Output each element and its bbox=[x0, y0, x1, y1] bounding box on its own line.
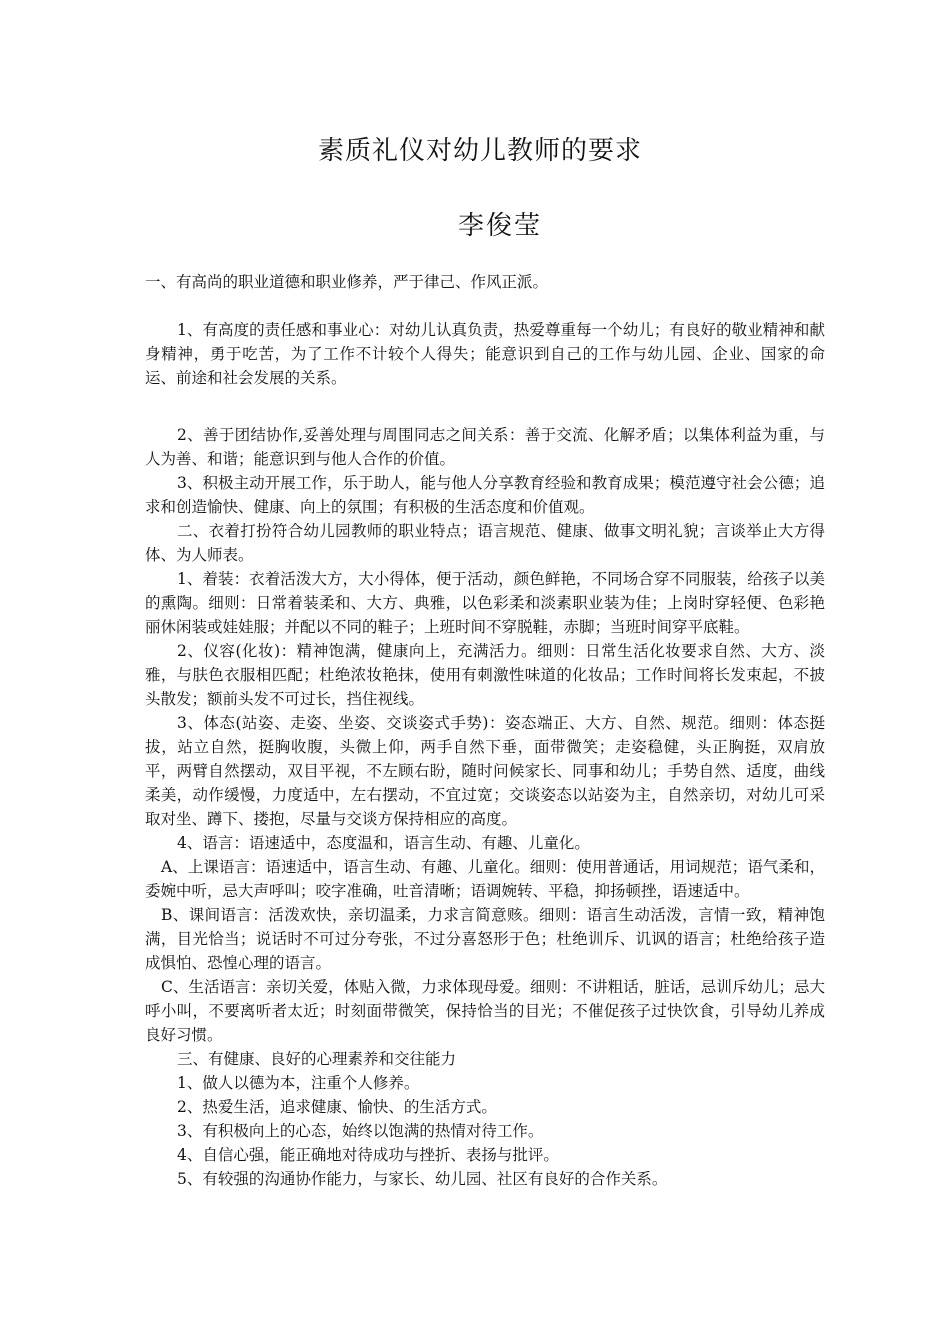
paragraph: 1、有高度的责任感和事业心：对幼儿认真负责，热爱尊重每一个幼儿；有良好的敬业精神和献身精神，勇于吃苦，为了工作不计较个人得失；能意识到自己的工作与幼儿园、企业、国家的命运、前途和社会发展的关系。 bbox=[145, 321, 825, 387]
list-item: 2、热爱生活，追求健康、愉快、的生活方式。 bbox=[177, 1098, 497, 1116]
paragraph: 2、善于团结协作,妥善处理与周围同志之间关系：善于交流、化解矛盾；以集体利益为重，与人为善、和谐；能意识到与他人合作的价值。 bbox=[145, 426, 825, 468]
paragraph: A、上课语言：语速适中，语言生动、有趣、儿童化。细则：使用普通话，用词规范；语气柔和，委婉中听，忌大声呼叫；咬字准确，吐音清晰；语调婉转、平稳，抑扬顿挫，语速适中。 bbox=[145, 858, 825, 900]
document-title: 素质礼仪对幼儿教师的要求 bbox=[317, 136, 642, 166]
paragraph: C、生活语言：亲切关爱，体贴入微，力求体现母爱。细则：不讲粗话，脏话，忌训斥幼儿；忌大呼小叫，不要离听者太近；时刻面带微笑，保持恰当的目光；不催促孩子过快饮食，引导幼儿养成良好习惯。 bbox=[145, 978, 825, 1044]
paragraph: 3、积极主动开展工作，乐于助人，能与他人分享教育经验和教育成果；模范遵守社会公德；追求和创造愉快、健康、向上的氛围；有积极的生活态度和价值观。 bbox=[145, 474, 825, 516]
section-heading-2: 二、衣着打扮符合幼儿园教师的职业特点；语言规范、健康、做事文明礼貌；言谈举止大方得体、为人师表。 bbox=[145, 522, 825, 564]
paragraph: B、课间语言：活泼欢快，亲切温柔，力求言简意赅。细则：语言生动活泼，言情一致，精神饱满，目光恰当；说话时不可过分夸张，不过分喜怒形于色；杜绝训斥、讥讽的语言；杜绝给孩子造成惧怕、恐惶心理的语言。 bbox=[145, 906, 825, 972]
paragraph: 3、体态(站姿、走姿、坐姿、交谈姿式手势)：姿态端正、大方、自然、规范。细则：体态挺拔，站立自然，挺胸收腹，头微上仰，两手自然下垂，面带微笑；走姿稳健，头正胸挺，双肩放平，两臂自然摆动，双目平视，不左顾右盼，随时问候家长、同事和幼儿；手势自然、适度，曲线柔美，动作缓慢，力度适中，左右摆动，不宜过宽；交谈姿态以站姿为主，自然亲切，对幼儿可采取对坐、蹲下、搂抱，尽量与交谈方保持相应的高度。 bbox=[145, 714, 825, 828]
paragraph: 2、仪容(化妆)：精神饱满，健康向上，充满活力。细则：日常生活化妆要求自然、大方、淡雅，与肤色衣服相匹配；杜绝浓妆艳抹，使用有刺激性味道的化妆品；工作时间将长发束起，不披头散发；额前头发不可过长，挡住视线。 bbox=[145, 642, 825, 708]
document-body bbox=[145, 270, 825, 1191]
list-item: 4、自信心强，能正确地对待成功与挫折、表扬与批评。 bbox=[177, 1146, 559, 1164]
list-item: 3、有积极向上的心态，始终以饱满的热情对待工作。 bbox=[177, 1122, 544, 1140]
paragraph: 4、语言：语速适中，态度温和，语言生动、有趣、儿童化。 bbox=[177, 834, 590, 852]
document-author: 李俊莹 bbox=[457, 211, 542, 241]
list-item: 5、有较强的沟通协作能力，与家长、幼儿园、社区有良好的合作关系。 bbox=[177, 1170, 668, 1188]
paragraph: 1、着装：衣着活泼大方，大小得体，便于活动，颜色鲜艳，不同场合穿不同服装，给孩子以美的熏陶。细则：日常着装柔和、大方、典雅，以色彩柔和淡素职业装为佳；上岗时穿轻便、色彩艳丽休闲装或娃娃服；并配以不同的鞋子；上班时间不穿脱鞋，赤脚；当班时间穿平底鞋。 bbox=[145, 570, 825, 636]
section-heading-3: 三、有健康、良好的心理素养和交往能力 bbox=[177, 1050, 457, 1068]
section-heading-1: 一、有高尚的职业道德和职业修养，严于律己、作风正派。 bbox=[145, 273, 549, 291]
list-item: 1、做人以德为本，注重个人修养。 bbox=[177, 1074, 420, 1092]
